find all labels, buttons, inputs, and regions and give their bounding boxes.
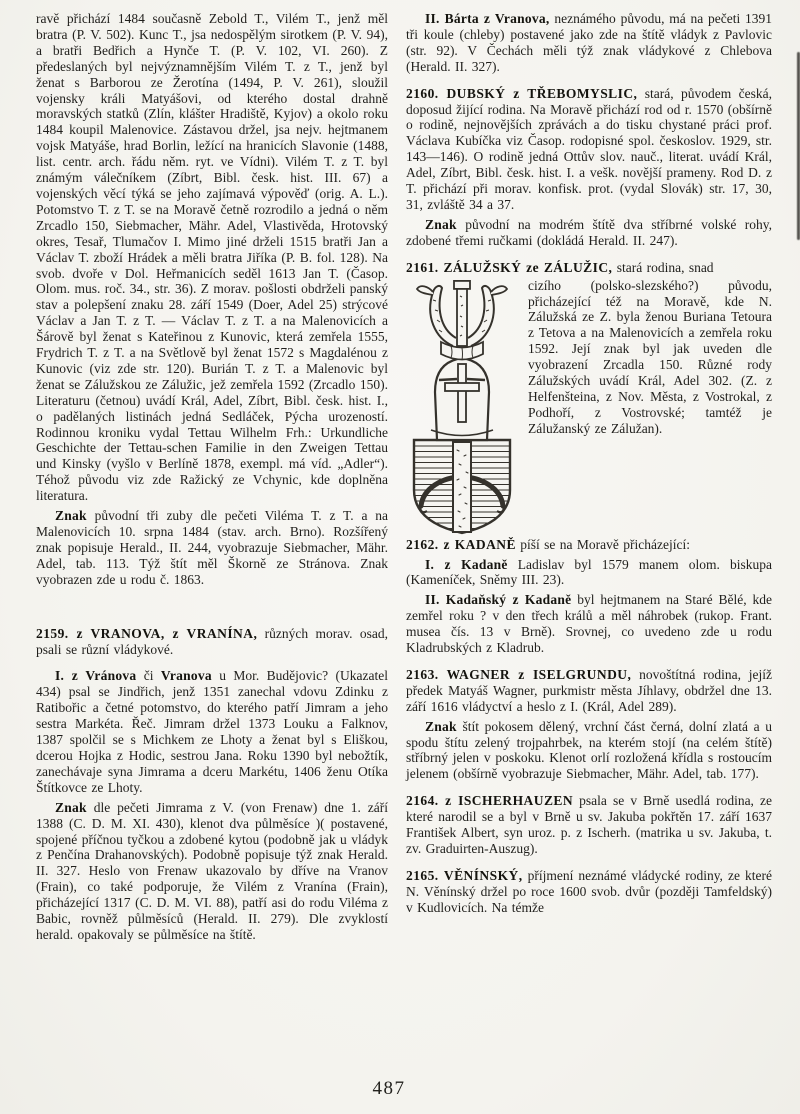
- paragraph-znak: [36, 508, 388, 588]
- entry-2164-heading: 2164. z ISCHERHAUZEN: [406, 793, 574, 809]
- znak-lead: Znak: [425, 718, 457, 734]
- page-number: 487: [372, 1078, 406, 1099]
- body-text: štít pokosem dělený, vrchní část černá, dolní zlatá a u spodu štítu zelený trojpahrbek, na kterém stojí (na celém štítě) stříbrný jelen v poskoku. Klenot orlí rozložená křídla s rostoucím jelenem (obšírně vyobrazuje Siebmacher, Mähr. Adel, tab. 177).: [406, 718, 772, 782]
- subentry-heading: Vranova: [160, 668, 212, 684]
- body-text: stará rodina, snad: [612, 259, 714, 275]
- paragraph-vranova-1: [36, 668, 388, 795]
- body-text: neznámého původu, má na pečeti 1391 tři koule (chleby) postavené jako zde na štítě vládyk z Pavlovic (str. 92). V Čechách měli týž znak vládykové z Chlebova (Herald. II. 327).: [406, 11, 772, 74]
- paragraph-znak: [36, 800, 388, 943]
- entry-2161-body-with-figure: [406, 278, 772, 437]
- left-column: [36, 11, 388, 943]
- paragraph-barta: [406, 11, 772, 75]
- znak-lead: Znak: [425, 216, 457, 232]
- paragraph-kadan-1: [406, 557, 772, 589]
- paragraph-znak: [406, 217, 772, 249]
- entry-2165-heading: 2165. VĚNÍNSKÝ,: [406, 867, 523, 883]
- entry-2162: [406, 537, 772, 553]
- entry-2159: [36, 626, 388, 658]
- body-text: ravě přichází 1484 současně Zebold T., Vilém T., jenž měl bratra (P. V. 502). Kunc T., jsa nedospělým sirotkem (P. V. 94), a bratři Bedřich a Hynče T. (P. V. 102, VI. 260). Z předeslaných byl nejvýznamnějším Vilém T. z T., jenž byl ženat s Barborou ze Žerotína (1494, P. V. 261), sloužil vojensky králi Matyášovi, od kterého dostal drahně moravských statků (Zlín, klášter Hradiště, Kyjov) a okolo roku 1484 koupil Malenovice. Zástavou držel, jsa nejv. hejtmanem vojsk Matyáše, hrad Borlin, ležící na hranicích Slavonie (1488, list. centr. arch. řádu něm. ryt. ve Vídni). Vilém T. z T. byl známým válečníkem (Zíbrt, Bibl. česk. hist. III. 67) a vojenských věcí týká se jeho zajímavá výpověď (orig. A. L.). Potomstvo T. z T. se na Moravě četně rozrodilo a jedná o něm Zrcadlo 150, Siebmacher, Mähr. Adel, Vlastivěda, Hrotovský okres, Tesař, Tlumačov I. Mimo jiné drželi 1515 bratři Jan a Václav T. zboží Hrádek a měli bratra Jiříka (P. B. fol. 128). Na svob. dvoře v Dol. Heřmanicích seděl 1613 Jan T. (Časop. Olom. mus. roč. 34., str. 36). Z morav. pošlosti obdrželi panský stav a polepšení znaku 28. září 1549 (Doer, Adel 25) strýcové Václav a Jan T. z T. — Václav T. z T. a na Malenovicích a Šárově byl ženat s Kateřinou z Kunovic, která zemřela 1555, Frydrich T. z T. a na Světlově byl ženat 1572 s Magdalénou z Kunovic (viz zde str. 120). Burián T. z T. a Malenovic byl ženat se Zálužskou ze Zálužic, jež zemřela 1592 (Zrcadlo 150). Literaturu (četnou) uvádí Král, Adel, Zíbrt, Bibl. česk. hist. I., o padělaných listinách jedná Sedláček, Pýcha urozeností. Rodinnou kroniku vydal Tettau Wilhelm Frh.: Urkundliche Geschichte der Tettau-schen Familie in den Zweigen Tettau und Kinsky (vyšlo v Berlíně 1878, exempl. má víd. „Adler“). Téhož původu viz zde Ražický ze Vchynic, kde doplněna literatura.: [36, 11, 388, 504]
- entry-2165: [406, 868, 772, 916]
- subentry-heading: I. z Kadaně: [425, 556, 508, 572]
- paragraph-znak: [406, 719, 772, 783]
- body-text: u Mor. Budějovic? (Ukazatel 434) psal se Jindřich, jenž 1351 zanechal vdovu Zdinku z Ratibořic a četné potomstvo, do kterého patří Jimram a jeho sestra Markéta. Řeč. Jimram držel 1373 Louku a Falknov, 1387 spolčil se s Michkem ze Lhoty a ženat byl s Eliškou, dcerou Hojka z Hodic, sestrou Jana. Roku 1390 byl nebožtík, zanechávaje syna Jimrama a dceru Markétu, 1406 ženu Otíka Štítkovce ze Lhoty.: [36, 668, 389, 795]
- body-text: různých morav. osad, psali se různí vládykové.: [36, 625, 388, 657]
- body-text: píší se na Moravě přicházející:: [515, 536, 690, 552]
- subentry-heading: II. Bárta z Vranova,: [425, 11, 550, 26]
- body-text: cizího (polsko-slezského?) původu, přicházející též na Moravě, kde N. Zálužská ze Z. byla ženou Buriana Tetoura z Tetova a na Malenovicích a zemřela roku 1592. Její znak byl jak uveden dle vyobrazení Zrcadla 150. Různé rody Zálužských uvádí Král, Adel 302. (Z. z Helfenšteina, z Nov. Města, z Vostrokal, z Podhoří, z Vostrovské; tamtéž je Zálužanský ze Zálužan).: [528, 277, 772, 436]
- znak-lead: Znak: [55, 799, 87, 815]
- entry-2163: [406, 667, 772, 715]
- entry-2164: [406, 793, 772, 857]
- body-text: původní tři zuby dle pečeti Viléma T. z T. a na Malenovicích 10. srpna 1484 (stav. arch. Brno). Rozšířený znak popisuje Herald., II. 244, vyobrazuje Siebmacher, Mähr. Adel, tab. 113. Týž štít měl Škorně ze Stránova. Znak vyobrazen zde u rodu č. 1863.: [36, 508, 388, 587]
- subentry-heading: I. z Vránova: [55, 668, 137, 684]
- body-text: psala se v Brně usedlá rodina, ze které narodil se a byl v Brně u sv. Jakuba pokřtěn 17. září 1637 František Albert, syn uroz. p. z Ischerh. (matrika u sv. Jakuba, t. zv. Graduirten-Auszug).: [406, 793, 773, 856]
- paragraph-kadan-2: [406, 592, 772, 656]
- right-column: [406, 11, 772, 943]
- subentry-heading: II. Kadaňský z Kadaně: [425, 592, 572, 608]
- entry-2163-heading: 2163. WAGNER z ISELGRUNDU,: [406, 666, 632, 682]
- body-text: byl hejtmanem na Staré Bělé, kde zemřel roku ? v den třech králů a měl náhrobek (rukop. Frant. musea čís. 13 v Brně). Srovnej, co uvedeno zde u rodu Kladrubských z Kladrub.: [406, 592, 772, 656]
- body-text: či: [136, 668, 161, 684]
- entry-2162-heading: 2162. z KADANĚ: [406, 536, 516, 552]
- body-text: původní na modrém štítě dva stříbrné volské rohy, zdobené třemi ručkami (dokládá Herald. II. 247).: [406, 216, 772, 248]
- entry-2160-heading: 2160. DUBSKÝ z TŘEBOMYSLIC,: [406, 85, 638, 101]
- body-text: stará, původem česká, doposud žijící rodina. Na Moravě přichází rod od r. 1570 (obšírně o rodině, nejnovějších zprávách a do tisku chystané práci prof. Václava Kubíčka viz Časop. rodopisné spol. českoslov. 1929, str. 143—146). O rodině jedná Ottův slov. nauč., literat. uvádí Král, Adel, Zíbrt, Bibl. česk. hist. I. a vešk. novější prameny. Rod D. z T. přichází při morav. konfisk. prot. (vydal Slovák) str. 17, 30, 31, zvláště 34 a 37.: [406, 85, 772, 212]
- paragraph-continuation: [36, 11, 388, 504]
- znak-lead: Znak: [55, 508, 87, 524]
- coat-of-arms-engraving: [409, 280, 515, 535]
- body-text: příjmení neznámé vládycké rodiny, ze které N. Věnínský držel po roce 1600 svob. dvůr (později Tamfeldský) v Kudlovicích. Na témže: [406, 867, 772, 915]
- entry-2159-heading: 2159. z VRANOVA, z VRANÍNA,: [36, 625, 258, 641]
- body-text: novoštítná rodina, jejíž předek Matyáš Wagner, purkmistr města Jíhlavy, obdržel dne 13. září 1616 vládyctví a heslo z I. (Král, Adel 289).: [406, 666, 772, 714]
- body-text: dle pečeti Jimrama z V. (von Frenaw) dne 1. září 1388 (C. D. M. XI. 430), klenot dva půlměsíce )( postavené, spojené příčnou tyčkou a zdobené kytou (podobně jak u vládyk z Penčína Drahanovských). Podobně popisuje týž znak Herald. II. 327. Heslo von Frenaw ukazovalo by dříve na Vranov (Frain), co také podporuje, že Vilém z Vranína (Frain), přicházející 1317 (C. D. M. VI. 88), patří asi do rodu Viléma z Babic, rovněž půlměsíců (Herald. II. 279). Dle zvyklostí herald. opakovaly se půlměsíce na štítě.: [36, 799, 388, 942]
- entry-2160: [406, 86, 772, 213]
- body-text: Ladislav byl 1579 manem olom. biskupa (Kameníček, Sněmy III. 23).: [406, 556, 772, 588]
- entry-2161: [406, 260, 772, 276]
- entry-2161-heading: 2161. ZÁLUŽSKÝ ze ZÁLUŽIC,: [406, 259, 613, 275]
